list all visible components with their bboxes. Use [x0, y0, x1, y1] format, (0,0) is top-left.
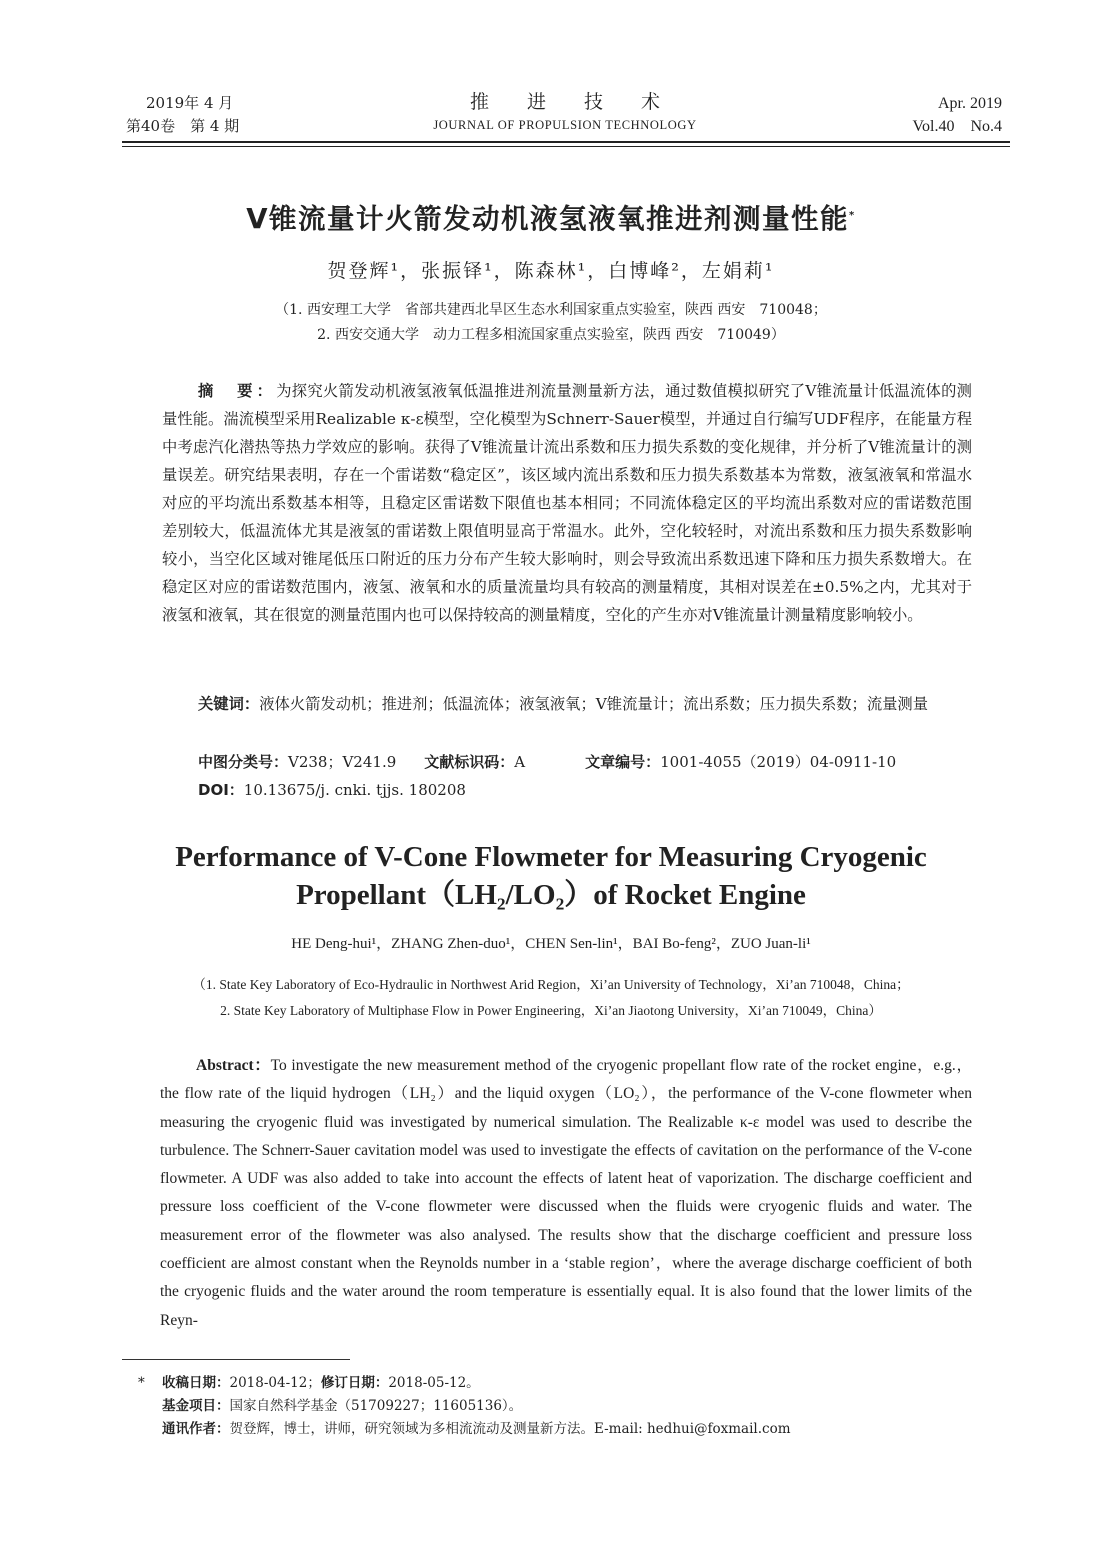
journal-name-cn: 推 进 技 术: [469, 91, 677, 113]
header-issue-cn: [126, 92, 239, 138]
affiliation-cn-2: 2. 西安交通大学 动力工程多相流国家重点实验室，陕西 西安 710049）: [317, 327, 785, 343]
abstract-en-text: To investigate the new measurement method of the cryogenic propellant flow rate of the rocket engine，e.g.，the flow rate of the liquid hydrogen（LH₂）and the liquid oxygen（LO₂），the performance of the V-cone flowmeter when measuring the cryogenic fluid was investigated by numerical simulation. The Realizable κ-ε model was used to describe the turbulence. The Schnerr-Sauer cavitation model was used to investigate the effects of cavitation on the performance of the V-cone flowmeter. A UDF was also added to take into account the effects of latent heat of vaporization. The discharge coefficient and pressure loss coefficient of the V-cone flowmeter were discussed when the fluids were cryogenic fluids and water. The measurement error of the flowmeter was also analysed. The results show that the discharge coefficient and pressure loss coefficient are almost constant when the Reynolds number in a ‘stable region’，where the average discharge coefficient of both the cryogenic fluids and the water around the room temperature is essentially equal. It is also found that the lower limits of the Reyn-: [160, 1057, 972, 1329]
paper-title-cn: [0, 196, 1102, 236]
abstract-cn-text: 为探究火箭发动机液氢液氧低温推进剂流量测量新方法，通过数值模拟研究了V锥流量计低温流体的测量性能。湍流模型采用Realizable κ-ε模型，空化模型为Schnerr-Sauer模型，并通过自行编写UDF程序，在能量方程中考虑汽化潜热等热力学效应的影响。获得了V锥流量计流出系数和压力损失系数的变化规律，并分析了V锥流量计的测量误差。研究结果表明，存在一个雷诺数“稳定区”，该区域内流出系数和压力损失系数基本为常数，液氢液氧和常温水对应的平均流出系数基本相等，且稳定区雷诺数下限值也基本相同；不同流体稳定区的平均流出系数对应的雷诺数范围差别较大，低温流体尤其是液氢的雷诺数上限值明显高于常温水。此外，空化较轻时，对流出系数和压力损失系数影响较小，当空化区域对锥尾低压口附近的压力分布产生较大影响时，则会导致流出系数迅速下降和压力损失系数增大。在稳定区对应的雷诺数范围内，液氢、液氧和水的质量流量均具有较高的测量精度，其相对误差在±0.5%之内，尤其对于液氢和液氧，其在很宽的测量范围内也可以保持较高的测量精度，空化的产生亦对V锥流量计测量精度影响较小。: [162, 382, 972, 624]
received-date: 2018-04-12；: [229, 1375, 321, 1391]
fund-text: 国家自然科学基金（51709227；11605136）。: [229, 1398, 523, 1414]
affiliation-en-2: 2. State Key Laboratory of Multiphase Flow in Power Engineering，Xi’an Jiaotong University，Xi’an 710049，China）: [220, 1003, 882, 1018]
paper-title-en-line2: Propellant（LH₂/LO₂）of Rocket Engine: [296, 879, 806, 911]
footnote-fund: [138, 1395, 791, 1418]
keywords-label: 关键词：: [198, 695, 260, 713]
footnote-star: *: [138, 1375, 145, 1391]
paper-title-en: [0, 838, 1102, 914]
doi-line: [198, 776, 896, 804]
keywords-text: 液体火箭发动机；推进剂；低温流体；液氢液氧；V锥流量计；流出系数；压力损失系数；流量测量: [259, 695, 929, 713]
doi-value: 10.13675/j. cnki. tjjs. 180208: [243, 781, 466, 799]
journal-name-en: JOURNAL OF PROPULSION TECHNOLOGY: [433, 118, 697, 132]
affiliation-en-1: （1. State Key Laboratory of Eco-Hydraulic in Northwest Arid Region，Xi’an University of Technology，Xi’an 710048，China；: [192, 977, 910, 992]
corresponding-author-text: 贺登辉，博士，讲师，研究领域为多相流流动及测量新方法。E-mail: hedhui@foxmail.com: [229, 1421, 791, 1437]
footnote-author: [138, 1418, 791, 1441]
corresponding-author-label: 通讯作者：: [162, 1421, 230, 1437]
header-date-cn: 2019年 4 月: [146, 94, 234, 112]
paper-title-cn-text: V锥流量计火箭发动机液氢液氧推进剂测量性能: [246, 203, 850, 235]
footnote-dates: [138, 1372, 791, 1395]
doi-label: DOI：: [198, 781, 244, 799]
title-footnote-mark: *: [849, 209, 856, 221]
abstract-en: [160, 1052, 972, 1335]
doc-code-value: A: [514, 753, 526, 771]
authors-en: HE Deng-hui¹，ZHANG Zhen-duo¹，CHEN Sen-lin¹，BAI Bo-feng²，ZUO Juan-li¹: [291, 936, 811, 952]
affiliation-cn-1: （1. 西安理工大学 省部共建西北旱区生态水利国家重点实验室，陕西 西安 710048；: [275, 302, 827, 318]
clc-label: 中图分类号：: [198, 753, 289, 771]
fund-label: 基金项目：: [162, 1398, 230, 1414]
header-issue-en: [913, 92, 1003, 138]
header-rule-thin: [122, 146, 1010, 147]
affiliations-en: [0, 972, 1102, 1024]
header-date-en: Apr. 2019: [938, 95, 1002, 112]
abstract-en-label: Abstract：: [196, 1057, 271, 1074]
clc-value: V238；V241.9: [288, 753, 397, 771]
classification-line: [198, 748, 896, 776]
revised-label: 修订日期：: [320, 1375, 389, 1391]
footnote-rule: [122, 1359, 350, 1360]
article-metadata: [198, 748, 896, 804]
affiliations-cn: [0, 298, 1102, 348]
authors-cn: 贺登辉¹，张振铎¹，陈森林¹，白博峰²，左娟莉¹: [327, 260, 775, 282]
footnotes: [138, 1372, 791, 1441]
received-label: 收稿日期：: [162, 1375, 230, 1391]
revised-date: 2018-05-12。: [388, 1375, 480, 1391]
journal-masthead: [400, 89, 730, 135]
article-no-label: 文章编号：: [585, 753, 661, 771]
abstract-cn: [162, 377, 972, 629]
article-no-value: 1001-4055（2019）04-0911-10: [660, 753, 897, 771]
keywords-cn: [162, 690, 972, 718]
paper-title-en-line1: Performance of V-Cone Flowmeter for Measuring Cryogenic: [175, 841, 927, 873]
header-rule-thick: [122, 141, 1010, 143]
header-volume-en: Vol.40 No.4: [912, 118, 1002, 135]
header-volume-cn: 第40卷 第 4 期: [126, 117, 240, 135]
doc-code-label: 文献标识码：: [424, 753, 515, 771]
abstract-cn-label: 摘 要：: [198, 382, 277, 400]
